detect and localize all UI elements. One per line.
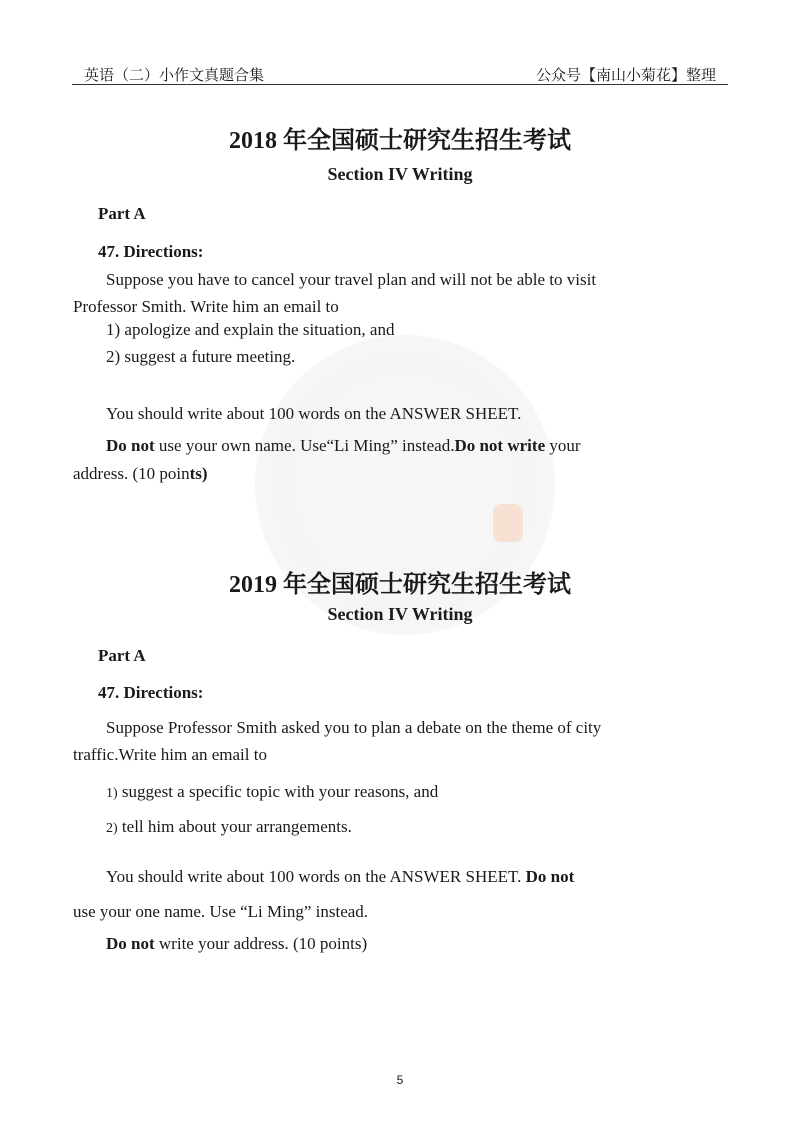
prompt-text: an email to <box>191 745 267 764</box>
exam-2019-instruction-1 <box>106 867 574 887</box>
exam-2019-directions: 47. Directions: <box>98 683 204 702</box>
exam-2018-item-1: 1) apologize and explain the situation, and <box>106 320 395 339</box>
exam-2018-directions: 47. Directions: <box>98 242 204 261</box>
exam-2018-prompt-line1: Suppose you have to cancel your travel plan and will not be able to visit <box>106 270 597 289</box>
do-not-emphasis: Do not <box>525 867 575 886</box>
exam-2018-item-2: 2) suggest a future meeting. <box>106 347 296 366</box>
exam-2019-item-1 <box>106 782 438 802</box>
do-not-emphasis: Do not <box>106 436 155 455</box>
prompt-text: Suppose Pro <box>106 718 192 737</box>
header-right-source: 公众号【南山小菊花】整理 <box>535 68 716 84</box>
instruction-text: You should write about 100 words on the ANSWER SHEET. <box>106 867 526 886</box>
exam-2019-prompt-line1 <box>106 718 601 738</box>
exam-2018-instruction-1 <box>106 404 521 424</box>
header-left-title: 英语（二）小作文真题合集 <box>84 68 265 84</box>
item-text: tell him about your arrangements. <box>117 817 352 836</box>
exam-2018-title: 2018 年全国硕士研究生招生考试 <box>229 128 571 154</box>
exam-2018-section: Section IV Writing <box>327 164 473 184</box>
exam-2018-part: Part A <box>98 204 146 223</box>
exam-2019-part: Part A <box>98 646 146 665</box>
exam-2019-prompt-line2 <box>73 745 267 765</box>
exam-2019-item-2 <box>106 817 352 837</box>
instruction-text: write <box>503 436 546 455</box>
instruction-text: ts) <box>189 464 208 483</box>
instruction-text: write about 100 words on the ANSWER SHEET. <box>187 404 522 423</box>
exam-2019-instruction-3 <box>106 934 367 954</box>
watermark-seal <box>493 504 523 542</box>
item-number: 1) <box>106 786 118 801</box>
page-number: 5 <box>396 1073 404 1087</box>
exam-2018-instruction-3 <box>73 464 208 484</box>
item-number: 2) <box>106 821 118 836</box>
exam-2019-instruction-2: use your one name. Use “Li Ming” instead. <box>73 902 369 921</box>
do-not-emphasis: Do not <box>106 934 155 953</box>
instruction-text: You should <box>106 404 188 423</box>
do-not-emphasis: Do not <box>454 436 504 455</box>
instruction-text: address. (10 poin <box>73 464 190 483</box>
exam-2018-prompt-line2: Professor Smith. Write him an email to <box>73 297 339 316</box>
item-text: suggest a specific topic with your reasons, and <box>117 782 439 801</box>
instruction-text: use your own name. Use“Li Ming” instead. <box>154 436 455 455</box>
instruction-text: your <box>545 436 581 455</box>
prompt-text: fessor Smith asked you to plan a debate on the theme <box>191 718 554 737</box>
prompt-text: traffic.Write him <box>73 745 192 764</box>
exam-2019-title: 2019 年全国硕士研究生招生考试 <box>229 572 571 598</box>
prompt-text: of city <box>553 718 602 737</box>
exam-2018-instruction-2 <box>106 436 581 456</box>
instruction-text: write your address. (10 points) <box>154 934 368 953</box>
page-header <box>72 62 728 85</box>
exam-2019-section: Section IV Writing <box>327 604 473 624</box>
